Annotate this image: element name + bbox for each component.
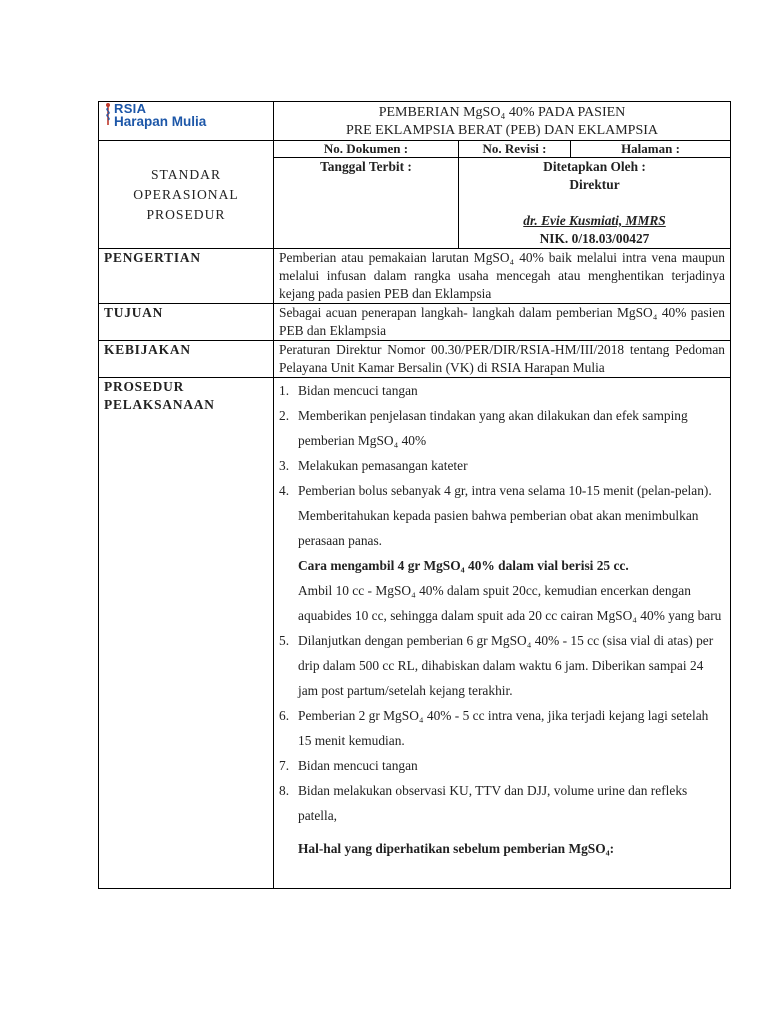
list-item: 4. Pemberian bolus sebanyak 4 gr, intra vena selama 10-15 menit (pelan-pelan). Memberitahukan kepada pasien bahwa pemberian obat akan menimbulkan perasaan panas. — [279, 483, 712, 548]
pengertian-label: PENGERTIAN — [99, 249, 274, 304]
no-dokumen: No. Dokumen : — [274, 141, 459, 158]
title-line1: PEMBERIAN MgSO₄ 40% PADA PASIEN — [378, 105, 626, 120]
sop-label-cell — [99, 141, 274, 249]
title-line2: PRE EKLAMPSIA BERAT (PEB) DAN EKLAMPSIA — [345, 123, 659, 138]
sop-table — [98, 101, 731, 889]
no-revisi: No. Revisi : — [459, 141, 571, 158]
list-item: 2. Memberikan penjelasan tindakan yang akan dilakukan dan efek samping pemberian MgSO₄ 40% — [279, 408, 688, 448]
document-title — [274, 102, 731, 141]
steps-list — [279, 378, 725, 553]
caduceus-icon — [103, 102, 113, 126]
list-item: 7. Bidan mencuci tangan — [279, 758, 418, 773]
sop-document — [98, 101, 730, 897]
sop-line1: STANDAR — [150, 166, 222, 182]
ditetapkan-cell — [459, 158, 731, 249]
prosedur-label-cell — [99, 378, 274, 889]
steps-list-2 — [279, 628, 725, 828]
tujuan-text: Sebagai acuan penerapan langkah- langkah dalam pemberian MgSO₄ 40% pasien PEB dan Eklampsia — [274, 304, 731, 341]
prosedur-label2: PELAKSANAAN — [104, 397, 215, 412]
logo-line1: RSIA — [114, 101, 147, 116]
signatory-nik: NIK. 0/18.03/00427 — [539, 231, 650, 246]
pengertian-text: Pemberian atau pemakaian larutan MgSO₄ 40% baik melalui intra vena maupun melalui infusan dalam rangka usaha mencegah atau menghentikan terjadinya kejang pada pasien PEB dan Eklampsia — [274, 249, 731, 304]
prosedur-label1: PROSEDUR — [104, 379, 185, 394]
list-item: 6. Pemberian 2 gr MgSO₄ 40% - 5 cc intra vena, jika terjadi kejang lagi setelah 15 menit kemudian. — [279, 708, 709, 748]
kebijakan-label: KEBIJAKAN — [99, 341, 274, 378]
sop-line2: OPERASIONAL — [133, 186, 239, 202]
hospital-logo — [103, 102, 269, 128]
list-item: 1. Bidan mencuci tangan — [279, 383, 418, 398]
cara-text: Ambil 10 cc - MgSO₄ 40% dalam spuit 20cc, kemudian encerkan dengan aquabides 10 cc, sehingga dalam spuit ada 20 cc cairan MgSO₄ 40% yang baru — [298, 583, 722, 623]
list-item: 8. Bidan melakukan observasi KU, TTV dan DJJ, volume urine dan refleks patella, — [279, 783, 688, 823]
kebijakan-text: Peraturan Direktur Nomor 00.30/PER/DIR/RSIA-HM/III/2018 tentang Pedoman Pelayana Unit Kamar Bersalin (VK) di RSIA Harapan Mulia — [274, 341, 731, 378]
list-item: 5. Dilanjutkan dengan pemberian 6 gr MgSO₄ 40% - 15 cc (sisa vial di atas) per drip dalam 500 cc RL, dihabiskan dalam waktu 6 jam. Diberikan sampai 24 jam post partum/setelah kejang terakhir. — [279, 633, 714, 698]
tanggal-terbit-label: Tanggal Terbit : — [320, 159, 412, 174]
logo-cell — [99, 102, 274, 141]
list-item: 3. Melakukan pemasangan kateter — [279, 458, 468, 473]
tujuan-label: TUJUAN — [99, 304, 274, 341]
cara-title: Cara mengambil 4 gr MgSO₄ 40% dalam vial berisi 25 cc. — [298, 558, 629, 573]
prosedur-content — [274, 378, 731, 889]
halaman: Halaman : — [571, 141, 731, 158]
jabatan: Direktur — [569, 177, 620, 192]
hal-title: Hal-hal yang diperhatikan sebelum pemberian MgSO₄: — [298, 841, 615, 856]
signatory-name: dr. Evie Kusmiati, MMRS — [523, 213, 666, 228]
logo-line2: Harapan Mulia — [114, 114, 207, 129]
ditetapkan-label: Ditetapkan Oleh : — [543, 159, 646, 174]
sop-line3: PROSEDUR — [146, 206, 226, 222]
tanggal-terbit-cell — [274, 158, 459, 249]
